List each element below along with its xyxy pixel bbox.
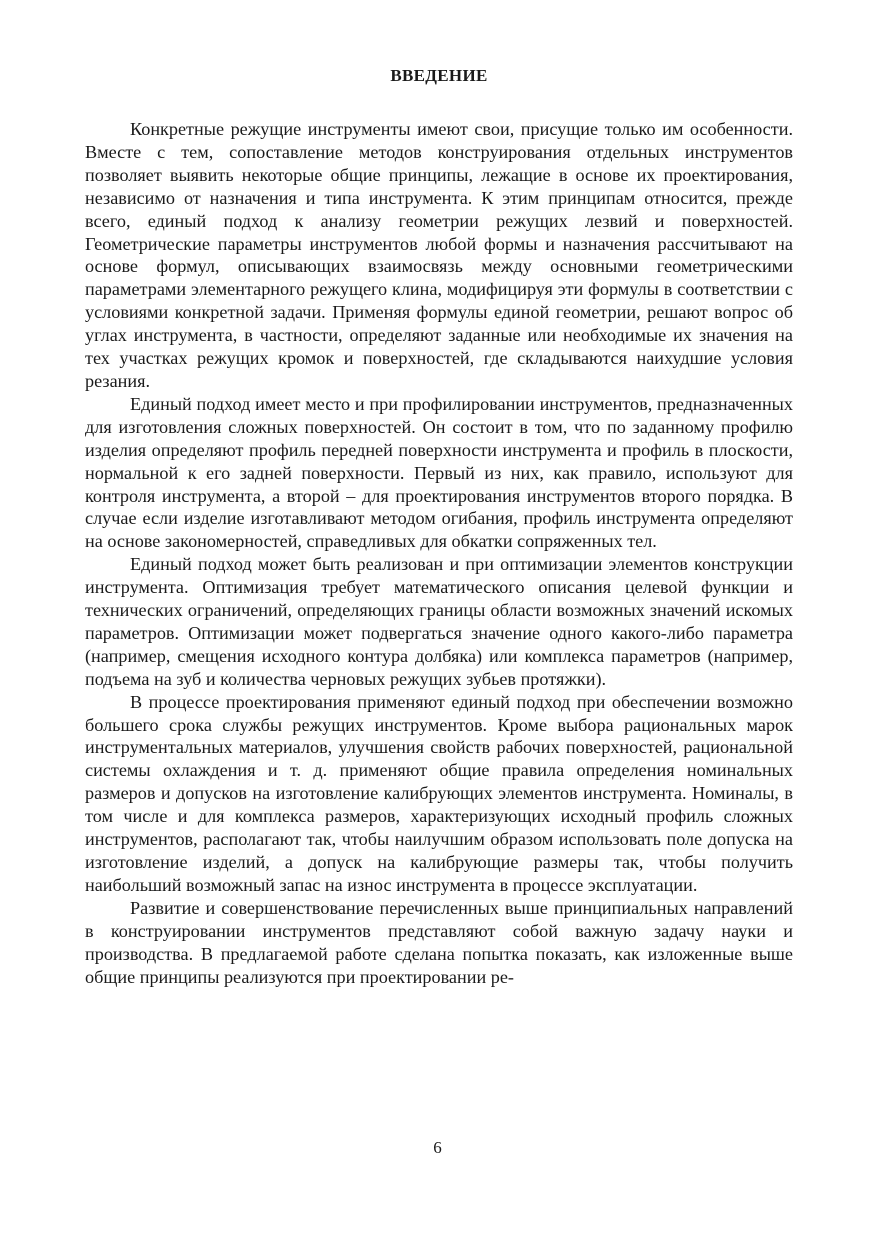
page-title: ВВЕДЕНИЕ [390, 66, 488, 85]
paragraph-3: Единый подход может быть реализован и при оптимизации элементов конструкции инструмента. Оптимизация требует математического описания целевой функции и технических ограничений, определяющих границы области возможных значений искомых параметров. Оптимизации может подвергаться значение одного какого-либо параметра (например, смещения исходного контура долбяка) или комплекса параметров (например, подъема на зуб и количества черновых режущих зубьев протяжки). [85, 554, 793, 689]
page-number: 6 [433, 1138, 442, 1157]
paragraph-1: Конкретные режущие инструменты имеют свои, присущие только им особенности. Вместе с тем, сопоставление методов конструирования отдельных инструментов позволяет выявить некоторые общие принципы, лежащие в основе их проектирования, независимо от назначения и типа инструмента. К этим принципам относится, прежде всего, единый подход к анализу геометрии режущих лезвий и поверхностей. Геометрические параметры инструментов любой формы и назначения рассчитывают на основе формул, описывающих взаимосвязь между основными геометрическими параметрами элементарного режущего клина, модифицируя эти формулы в соответствии с условиями конкретной задачи. Применяя формулы единой геометрии, решают вопрос об углах инструмента, в частности, определяют заданные или необходимые их значения на тех участках режущих кромок и поверхностей, где складываются наихудшие условия резания. [85, 119, 793, 391]
paragraph-2: Единый подход имеет место и при профилировании инструментов, предназначенных для изготовления сложных поверхностей. Он состоит в том, что по заданному профилю изделия определяют профиль передней поверхности инструмента и профиль в плоскости, нормальной к его задней поверхности. Первый из них, как правило, используют для контроля инструмента, а второй – для проектирования инструментов второго порядка. В случае если изделие изготавливают методом огибания, профиль инструмента определяют на основе закономерностей, справедливых для обкатки сопряженных тел. [85, 393, 793, 552]
paragraph-4: В процессе проектирования применяют единый подход при обеспечении возможно большего срока службы режущих инструментов. Кроме выбора рациональных марок инструментальных материалов, улучшения свойств рабочих поверхностей, рациональной системы охлаждения и т. д. применяют общие правила определения номинальных размеров и допусков на изготовление калибрующих элементов инструмента. Номиналы, в том числе и для комплекса размеров, характеризующих исходный профиль сложных инструментов, располагают так, чтобы наилучшим образом использовать поле допуска на изготовление изделий, а допуск на калибрующие размеры так, чтобы получить наибольший возможный запас на износ инструмента в процессе эксплуатации. [85, 691, 793, 895]
paragraph-5: Развитие и совершенствование перечисленных выше принципиальных направлений в конструировании инструментов представляют собой важную задачу науки и производства. В предлагаемой работе сделана попытка показать, как изложенные выше общие принципы реализуются при проектировании ре- [85, 897, 793, 987]
page-body [85, 64, 793, 988]
